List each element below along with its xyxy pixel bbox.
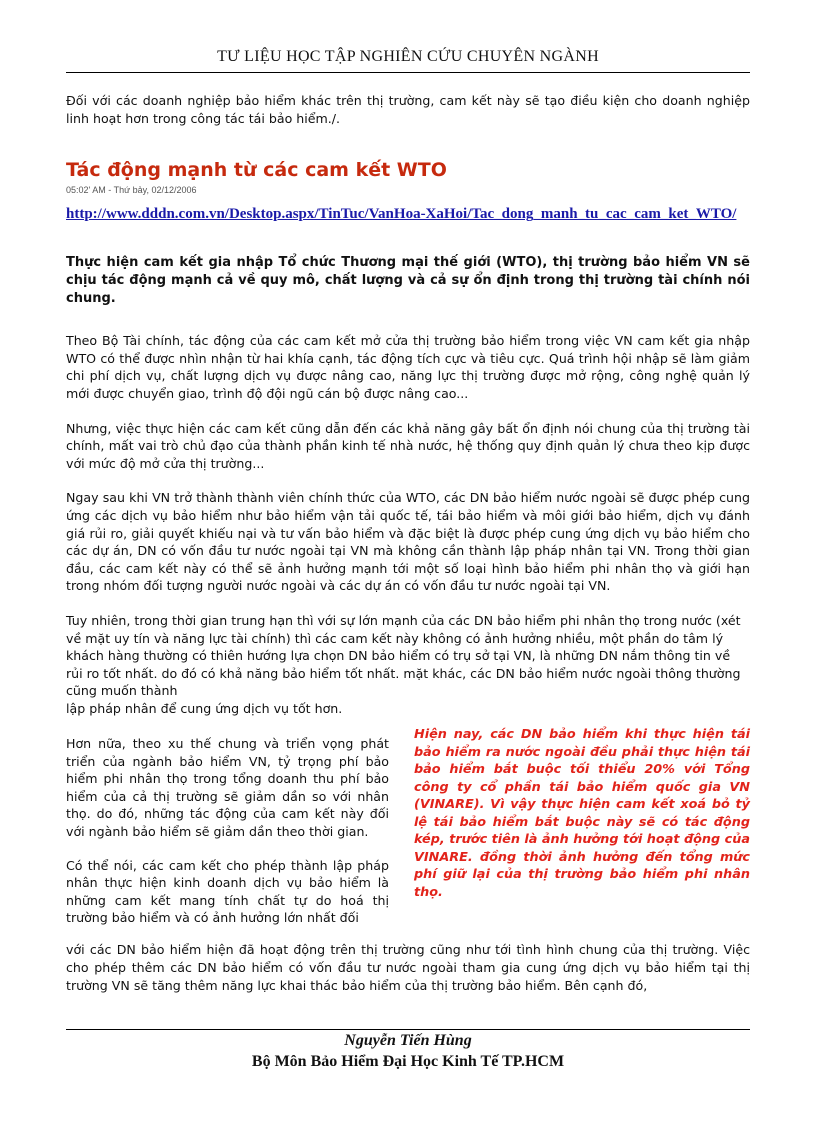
paragraph-4: Tuy nhiên, trong thời gian trung hạn thì với sự lớn mạnh của các DN bảo hiểm phi nhân thọ trong nước (xét về mặt uy tín và năng lực tài chính) thì các cam kết này không có ảnh hưởng nhiều, một phần do tâm lý khách hàng thường có thiên hướng lựa chọn DN bảo hiểm có trụ sở tại VN, là những DN nắm thông tin về rủi ro tốt nhất. do đó có khả năng bảo hiểm tốt nhất. mặt khác, các DN bảo hiểm nước ngoài thông thường cũng muốn thành: [66, 612, 741, 699]
intro-paragraph: Đối với các doanh nghiệp bảo hiểm khác trên thị trường, cam kết này sẽ tạo điều kiện cho doanh nghiệp linh hoạt hơn trong công tác tái bảo hiểm./.: [66, 93, 750, 126]
pull-quote: [414, 726, 750, 901]
article-title: Tác động mạnh từ các cam kết WTO: [66, 159, 447, 182]
two-column-section: [66, 727, 750, 935]
footer-divider: [66, 1029, 750, 1030]
article-body: [66, 92, 750, 994]
header-divider: [66, 72, 750, 73]
paragraph-2: Nhưng, việc thực hiện các cam kết cũng dẫn đến các khả năng gây bất ổn định nói chung của thị trường tài chính, mất vai trò chủ đạo của thành phần kinh tế nhà nước, hệ thống quy định quản lý chưa theo kịp được với mức độ mở cửa thị trường...: [66, 420, 750, 471]
article-date: 05:02' AM - Thứ bảy, 02/12/2006: [66, 185, 197, 196]
paragraph-7: với các DN bảo hiểm hiện đã hoạt động trên thị trường cũng như tới tình hình chung của thị trường. Việc cho phép thêm các DN bảo hiểm có vốn đầu tư nước ngoài tham gia cung ứng dịch vụ bảo hiểm tại thị trường VN sẽ tăng thêm năng lực khai thác bảo hiểm của thị trường bảo hiểm. Bên cạnh đó,: [66, 942, 750, 993]
paragraph-3: Ngay sau khi VN trở thành thành viên chính thức của WTO, các DN bảo hiểm nước ngoài sẽ được phép cung ứng các dịch vụ bảo hiểm như bảo hiểm vận tải quốc tế, tái bảo hiểm và môi giới bảo hiểm, dịch vụ đánh giá rủi ro, giải quyết khiếu nại và tư vấn bảo hiểm và đặc biệt là được phép cung ứng dịch vụ bảo hiểm cho các dự án, DN có vốn đầu tư nước ngoài tại VN mà không cần thành lập pháp nhân tại VN. Trong thời gian đầu, các cam kết này có thể sẽ ảnh hưởng mạnh tới một số loại hình bảo hiểm phi nhân thọ và giới hạn trong nhóm đối tượng người nước ngoài và các dự án có vốn đầu tư nước ngoài tại VN.: [66, 490, 750, 594]
source-link[interactable]: http://www.dddn.com.vn/Desktop.aspx/TinTuc/VanHoa-XaHoi/Tac_dong_manh_tu_cac_cam_ket_WTO/: [66, 206, 737, 223]
left-column: [66, 735, 389, 926]
paragraph-1: Theo Bộ Tài chính, tác động của các cam kết mở cửa thị trường bảo hiểm trong việc VN cam kết gia nhập WTO có thể được nhìn nhận từ hai khía cạnh, tác động tích cực và tiêu cực. Quá trình hội nhập sẽ làm giảm chi phí dịch vụ, chất lượng dịch vụ được nâng cao, năng lực thị trường được mở rộng, công nghệ quản lý mới được chuyển giao, trình độ đội ngũ cán bộ được nâng cao...: [66, 333, 750, 401]
footer-affiliation: Bộ Môn Bảo Hiểm Đại Học Kinh Tế TP.HCM: [251, 1053, 565, 1070]
pull-quote-text: Hiện nay, các DN bảo hiểm khi thực hiện tái bảo hiểm ra nước ngoài đều phải thực hiện tái bảo hiểm bắt buộc tối thiểu 20% với Tổng công ty cổ phần tái bảo hiểm quốc gia VN (VINARE). Vì vậy thực hiện cam kết xoá bỏ tỷ lệ tái bảo hiểm bắt buộc này sẽ có tác động kép, trước tiên là ảnh hưởng tới hoạt động của VINARE. đồng thời ảnh hưởng đến tổng mức phí giữ lại của thị trường bảo hiểm phi nhân thọ.: [414, 727, 750, 900]
paragraph-6: Có thể nói, các cam kết cho phép thành lập pháp nhân thực hiện kinh doanh dịch vụ bảo hiểm là những cam kết mang tính chất tự do hoá thị trường bảo hiểm và có ảnh hưởng lớn nhất đối: [66, 857, 389, 926]
paragraph-5: Hơn nữa, theo xu thế chung và triển vọng phát triển của ngành bảo hiểm VN, tỷ trọng phí bảo hiểm phi nhân thọ trong tổng doanh thu phí bảo hiểm của cả thị trường sẽ giảm dần so với nhân thọ. do đó, những tác động của cam kết này đối với ngành bảo hiểm sẽ giảm dần theo thời gian.: [66, 736, 389, 839]
paragraph-4-end: lập pháp nhân để cung ứng dịch vụ tốt hơn.: [66, 700, 343, 716]
lead-paragraph: Thực hiện cam kết gia nhập Tổ chức Thương mại thế giới (WTO), thị trường bảo hiểm VN sẽ chịu tác động mạnh cả về quy mô, chất lượng và cả sự ổn định trong thị trường tài chính nói chung.: [66, 255, 750, 307]
page-header: TƯ LIỆU HỌC TẬP NGHIÊN CỨU CHUYÊN NGÀNH: [217, 48, 599, 65]
footer-author: Nguyễn Tiến Hùng: [344, 1032, 472, 1049]
